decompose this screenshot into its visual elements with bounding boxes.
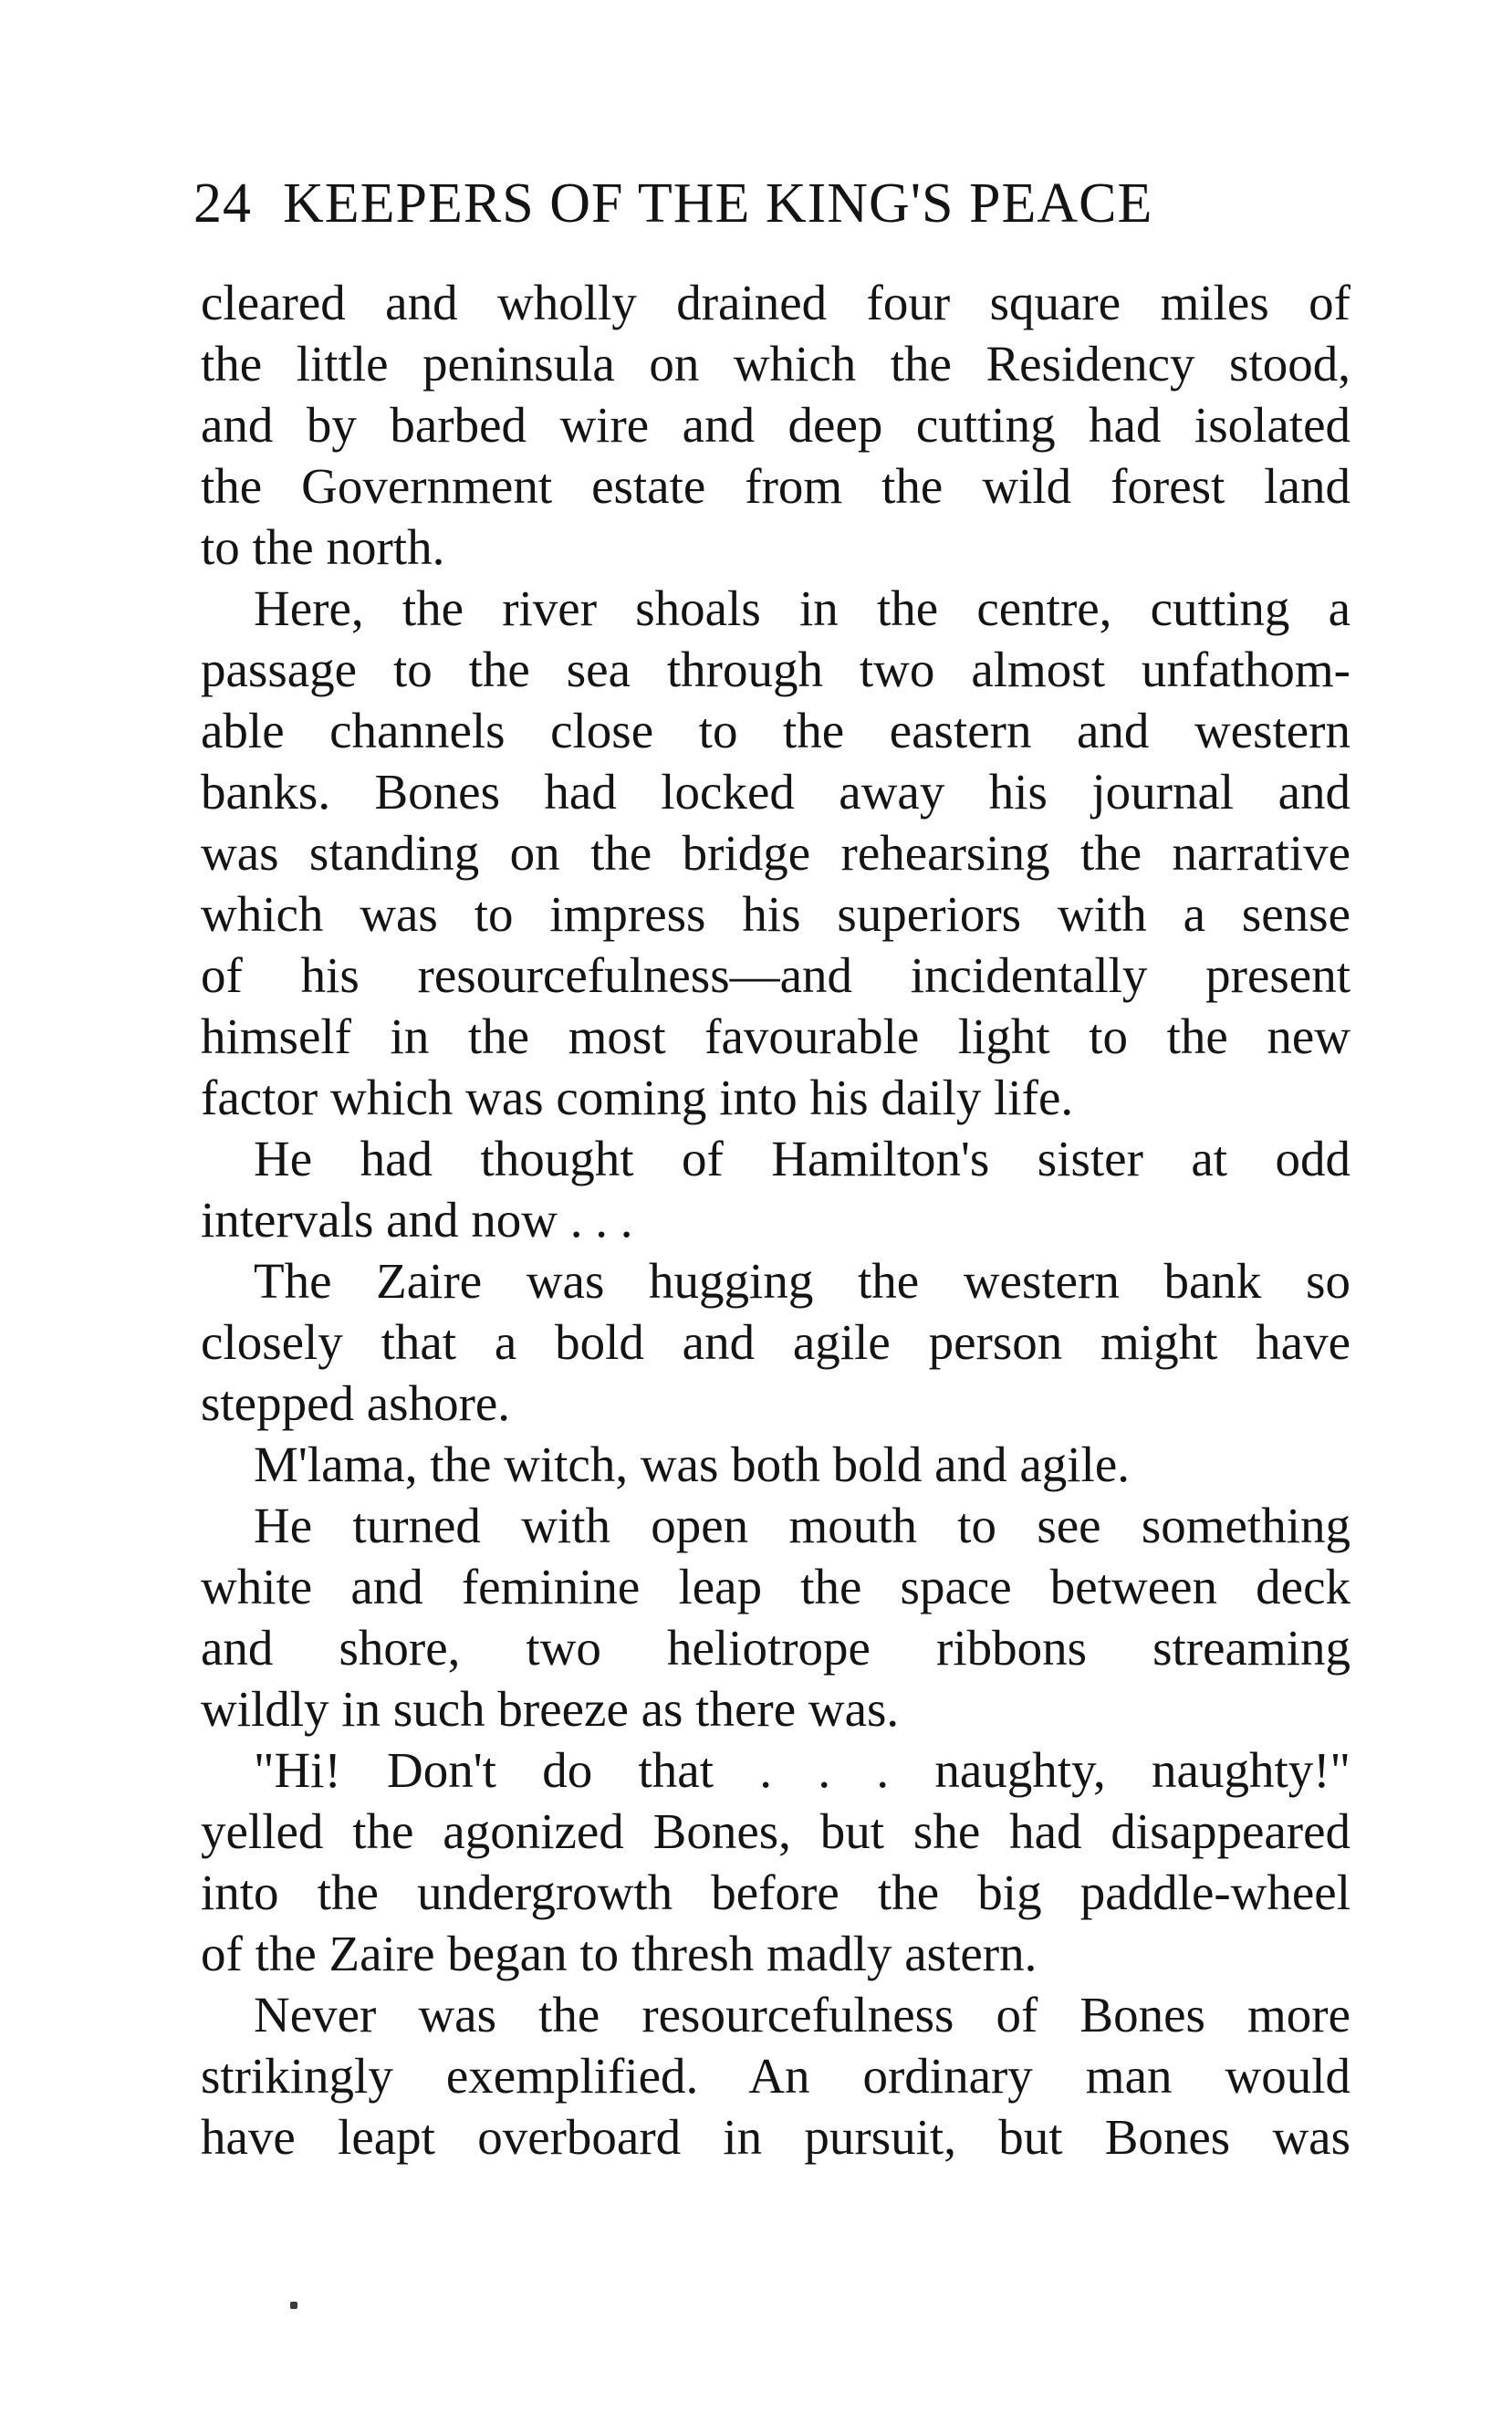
text-line: passage to the sea through two almost unfathom-: [201, 642, 1350, 697]
body-text: [201, 272, 1350, 2168]
text-line: was standing on the bridge rehearsing the narrative: [201, 825, 1350, 881]
text-line: able channels close to the eastern and western: [201, 703, 1350, 758]
text-line: Never was the resourcefulness of Bones more: [254, 1987, 1350, 2042]
text-line: the Government estate from the wild forest land: [201, 458, 1350, 514]
text-line: M'lama, the witch, was both bold and agile.: [254, 1436, 1130, 1492]
text-line: have leapt overboard in pursuit, but Bones was: [201, 2109, 1350, 2165]
text-line: and by barbed wire and deep cutting had isolated: [201, 397, 1350, 453]
text-line: banks. Bones had locked away his journal and: [201, 764, 1350, 820]
ink-speck: [290, 2302, 297, 2309]
text-line: white and feminine leap the space between deck: [201, 1559, 1350, 1614]
text-line: himself in the most favourable light to the new: [201, 1008, 1350, 1064]
page-number: 24: [193, 172, 252, 235]
text-line: strikingly exemplified. An ordinary man would: [201, 2048, 1350, 2104]
running-title: KEEPERS OF THE KING'S PEACE: [283, 172, 1153, 235]
text-line: He had thought of Hamilton's sister at odd: [254, 1131, 1350, 1186]
text-line: of his resourcefulness—and incidentally present: [201, 947, 1350, 1003]
text-line: of the Zaire began to thresh madly astern.: [201, 1926, 1038, 1981]
running-head: [193, 172, 1357, 245]
text-line: factor which was coming into his daily life.: [201, 1070, 1074, 1125]
text-line: which was to impress his superiors with a sense: [201, 886, 1350, 942]
text-line: "Hi! Don't do that . . . naughty, naughty!": [254, 1742, 1350, 1798]
text-line: cleared and wholly drained four square miles of: [201, 275, 1350, 330]
text-line: Here, the river shoals in the centre, cutting a: [254, 580, 1350, 636]
text-line: the little peninsula on which the Residency stood,: [201, 336, 1350, 392]
text-line: intervals and now . . .: [201, 1192, 633, 1248]
text-line: The Zaire was hugging the western bank so: [254, 1253, 1350, 1309]
text-line: and shore, two heliotrope ribbons streaming: [201, 1620, 1350, 1676]
text-line: stepped ashore.: [201, 1375, 511, 1431]
text-line: closely that a bold and agile person might have: [201, 1314, 1350, 1370]
text-line: to the north.: [201, 519, 445, 575]
text-line: yelled the agonized Bones, but she had disappeared: [201, 1803, 1350, 1859]
text-line: into the undergrowth before the big paddle-wheel: [201, 1865, 1350, 1920]
text-line: wildly in such breeze as there was.: [201, 1681, 900, 1737]
text-line: He turned with open mouth to see something: [254, 1498, 1350, 1553]
